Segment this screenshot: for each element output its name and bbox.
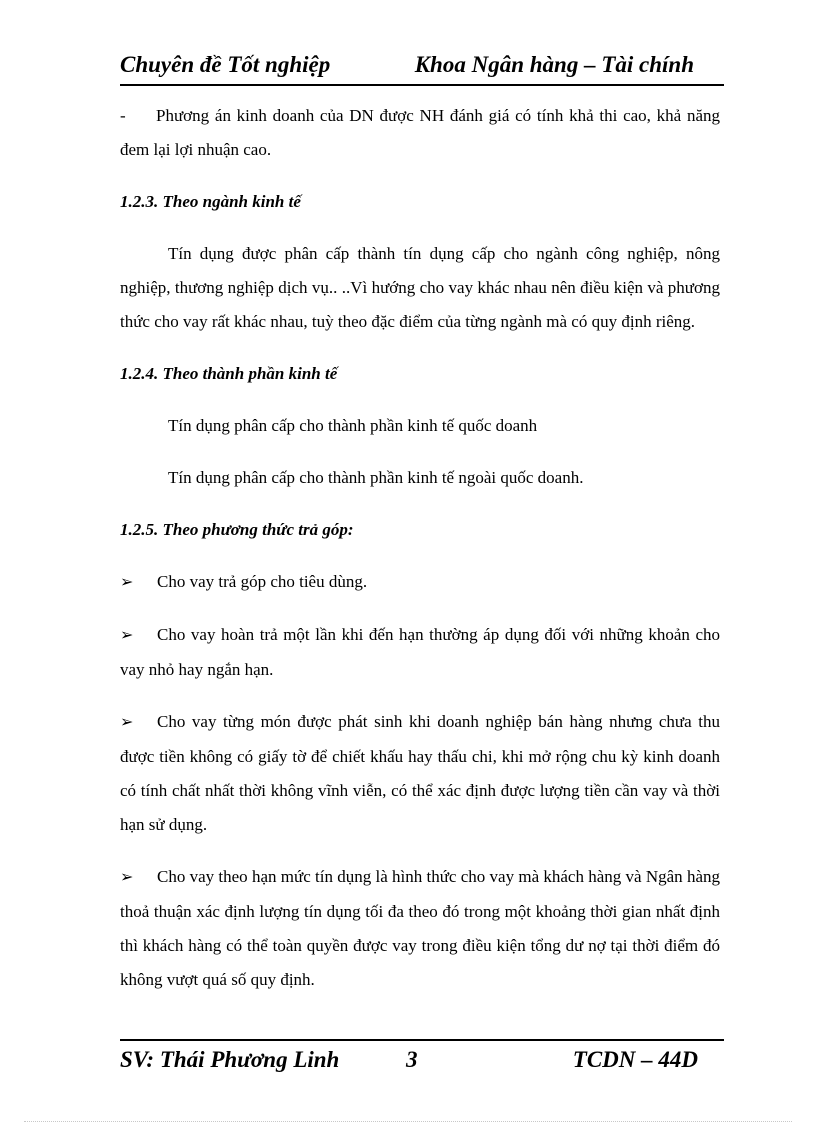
footer-page-number: 3 (406, 1047, 418, 1072)
bullet-text: Cho vay hoàn trả một lần khi đến hạn thường áp dụng đối với những khoản cho vay nhỏ hay ngắn hạn. (120, 625, 720, 679)
bullet-text: Cho vay từng món được phát sinh khi doanh nghiệp bán hàng nhưng chưa thu được tiền không có giấy tờ để chiết khấu hay thấu chi, khi mở rộng chu kỳ kinh doanh có tính chất nhất thời không vĩnh viễn, có thể xác định được lượng tiền cần vay và thời hạn sử dụng. (120, 712, 720, 834)
section-1-2-5-heading: 1.2.5. Theo phương thức trả góp: (120, 520, 354, 539)
document-body (120, 99, 720, 997)
bullet-item-1 (120, 565, 720, 600)
section-1-2-3-paragraph: Tín dụng được phân cấp thành tín dụng cấp cho ngành công nghiệp, nông nghiệp, thương nghiệp dịch vụ.. ..Vì hướng cho vay khác nhau nên điều kiện và phương thức cho vay rất khác nhau, tuỳ theo đặc điểm của từng ngành mà có quy định riêng. (120, 244, 720, 331)
bullet-text: Cho vay theo hạn mức tín dụng là hình thức cho vay mà khách hàng và Ngân hàng thoả thuận xác định lượng tín dụng tối đa theo đó trong một khoảng thời gian nhất định thì khách hàng có thể toàn quyền được vay trong điều kiện tổng dư nợ tại thời điểm đó không vượt quá số quy định. (120, 867, 720, 989)
footer-class-code: TCDN – 44D (572, 1047, 698, 1072)
section-1-2-4-line-1: Tín dụng phân cấp cho thành phần kinh tế quốc doanh (168, 416, 538, 435)
arrow-bullet-icon: ➢ (120, 714, 134, 731)
intro-text: Phương án kinh doanh của DN được NH đánh giá có tính khả thi cao, khả năng đem lại lợi nhuận cao. (120, 106, 720, 159)
bullet-text: Cho vay trả góp cho tiêu dùng. (157, 572, 368, 591)
page-header (120, 48, 724, 86)
dash-marker: - (120, 106, 126, 125)
section-1-2-4-line-2: Tín dụng phân cấp cho thành phần kinh tế ngoài quốc doanh. (168, 468, 584, 487)
footer-student-name: SV: Thái Phương Linh (120, 1047, 340, 1072)
arrow-bullet-icon: ➢ (120, 627, 134, 644)
bullet-item-3 (120, 705, 720, 842)
section-1-2-3-heading: 1.2.3. Theo ngành kinh tế (120, 192, 301, 211)
page-footer (120, 1039, 724, 1081)
intro-paragraph (120, 99, 720, 167)
bullet-item-2 (120, 618, 720, 687)
bullet-item-4 (120, 860, 720, 997)
section-1-2-4-heading: 1.2.4. Theo thành phần kinh tế (120, 364, 338, 383)
arrow-bullet-icon: ➢ (120, 869, 134, 886)
page-bottom-dotted-border (24, 1121, 792, 1122)
arrow-bullet-icon: ➢ (120, 574, 134, 591)
header-right-title: Khoa Ngân hàng – Tài chính (414, 52, 694, 77)
header-left-title: Chuyên đề Tốt nghiệp (120, 52, 331, 77)
